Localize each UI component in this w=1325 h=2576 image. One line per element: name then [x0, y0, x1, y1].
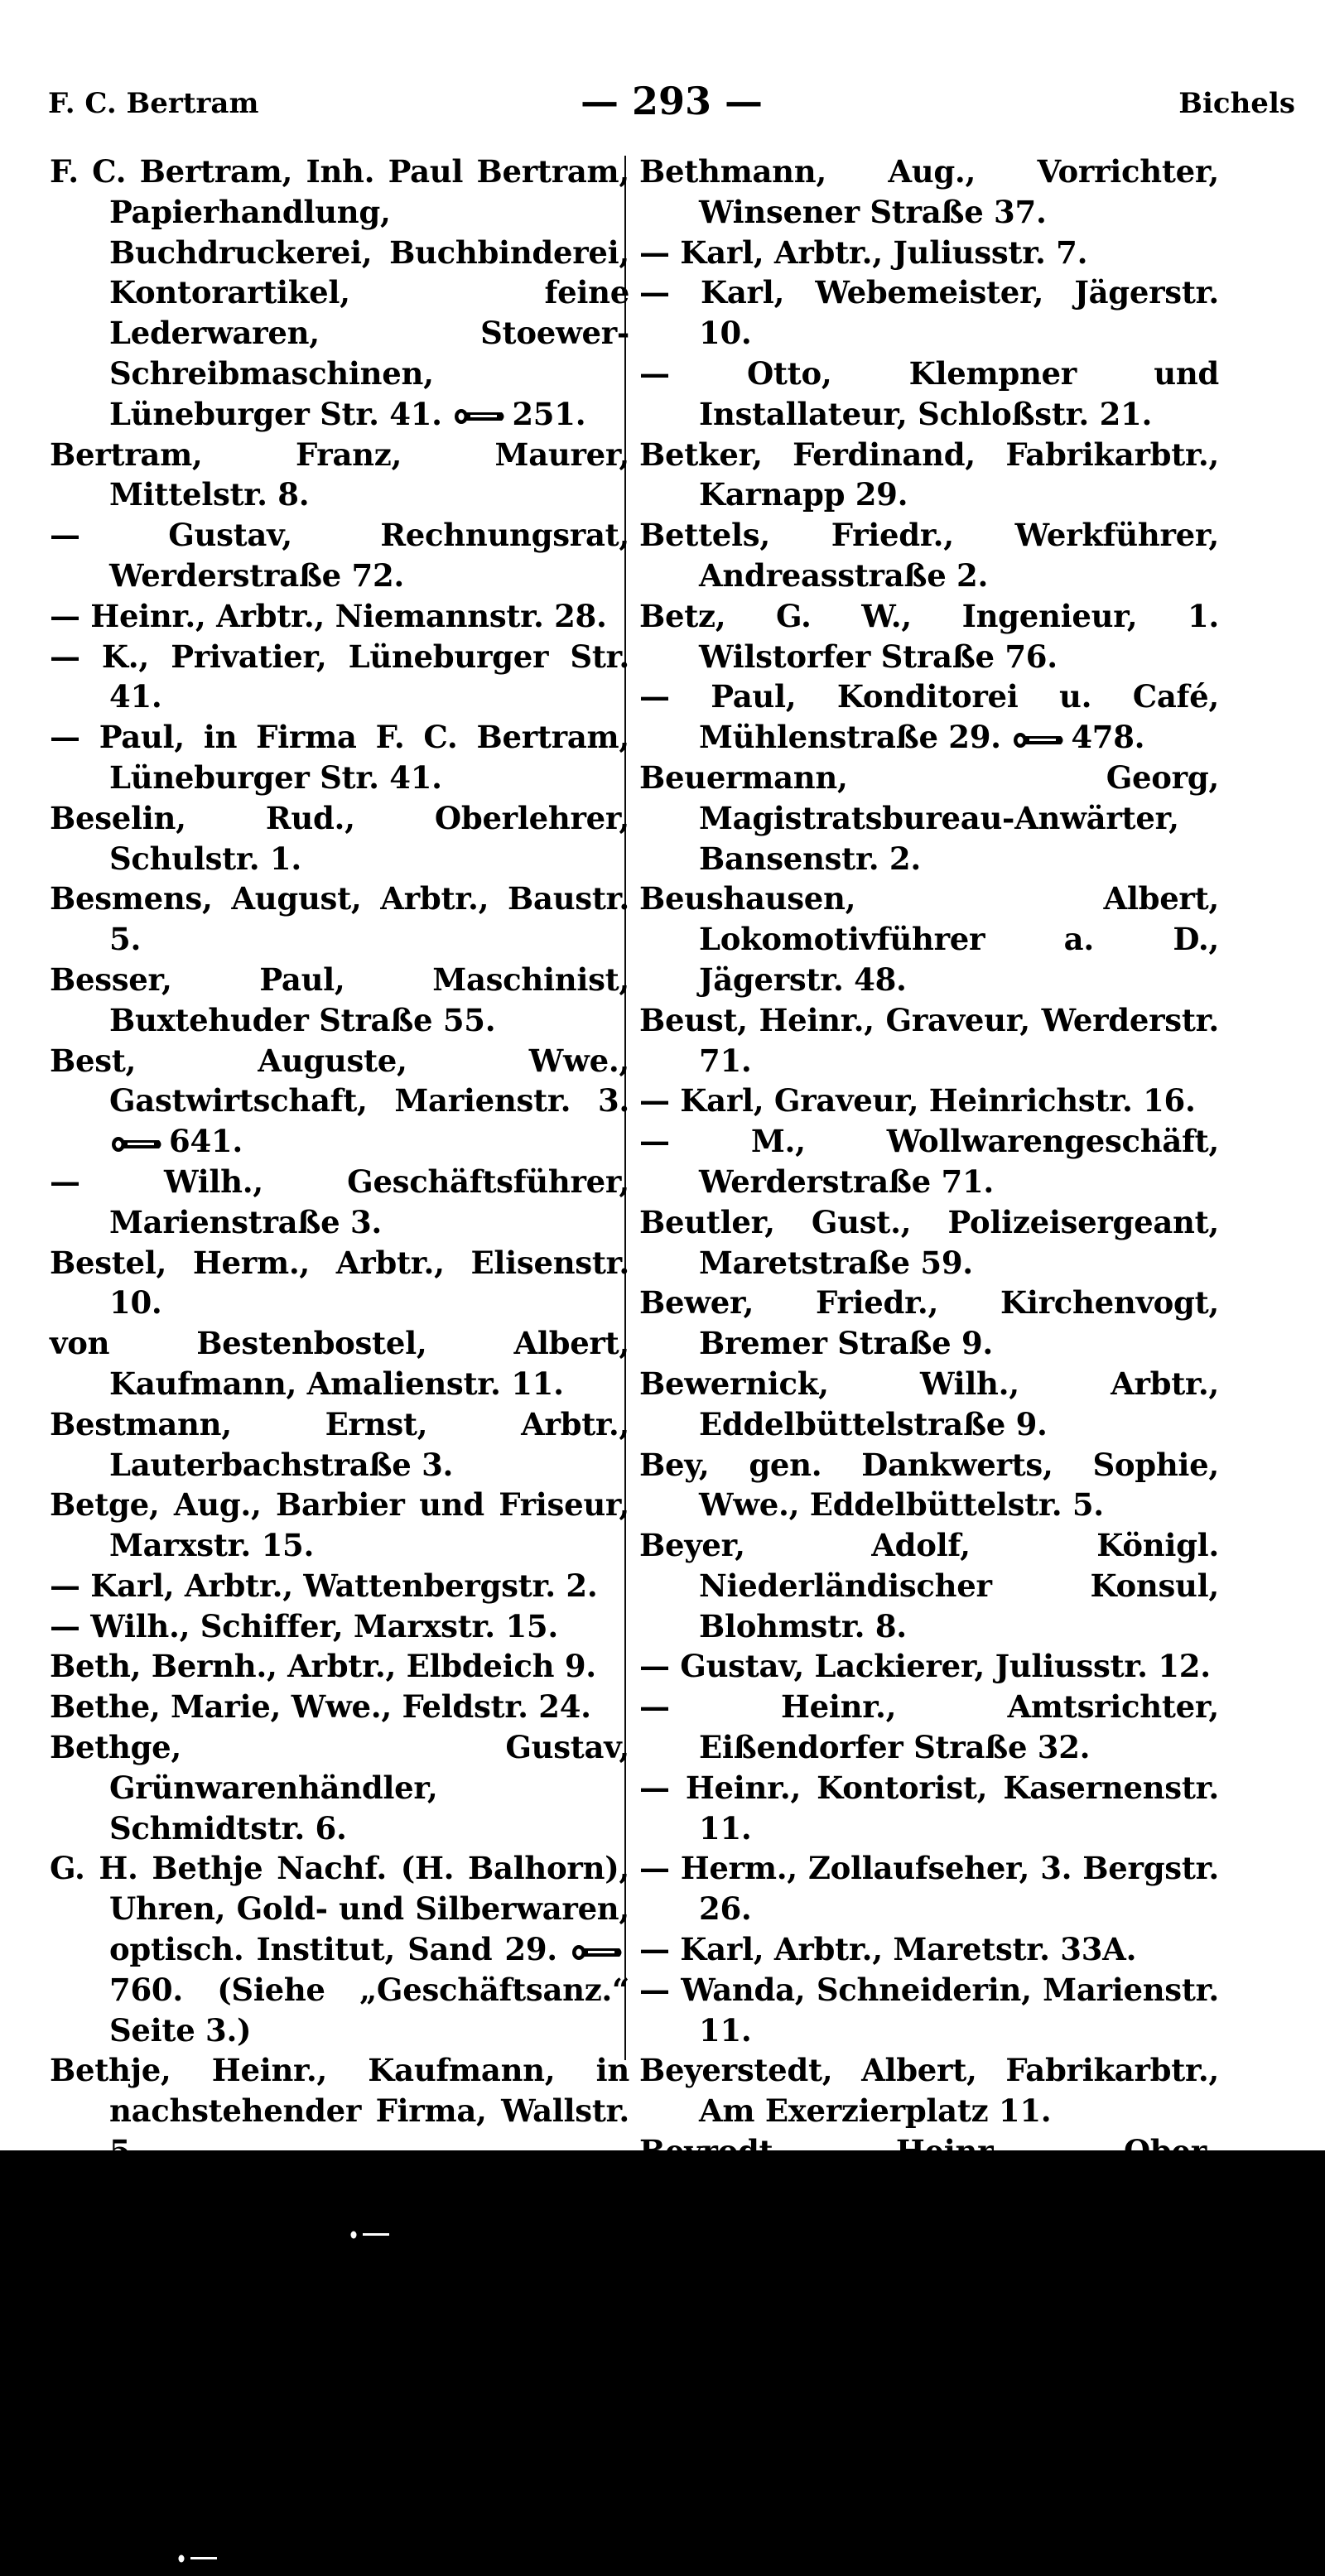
phone-number: 117. [403, 2213, 478, 2251]
directory-entry [50, 717, 629, 798]
directory-entry [639, 1929, 1219, 1970]
entry-text: — Wilh., Geschäftsführer, Marienstraße 3. [50, 1163, 629, 1240]
entry-text: — Paul, in Firma F. C. Bertram, Lüneburger Str. 41. [50, 719, 629, 796]
directory-entry [639, 2050, 1219, 2131]
entry-text: — Karl, Arbtr., Juliusstr. 7. [639, 234, 1088, 271]
phone-number: 478. [1071, 719, 1145, 756]
directory-entry [50, 637, 629, 718]
telephone-icon [111, 1135, 164, 1153]
entry-text: — Otto, Klempner und Installateur, Schloßstr. 21. [639, 354, 1219, 432]
directory-entry [639, 435, 1219, 516]
directory-entry [50, 435, 629, 516]
entry-text: — Wanda, Schneiderin, Marienstr. 11. [639, 1971, 1219, 2049]
entry-text: Beust, Heinr., Graveur, Werderstr. 71. [639, 1001, 1219, 1079]
directory-entry [639, 879, 1219, 999]
entry-text: Heinr. Bethje, Waren en gros, Wallstraße 5. [50, 2173, 629, 2251]
phone-number: 760. (Siehe „Geschäftsanz.“ Seite 3.) [109, 1971, 629, 2049]
entry-text: Beth, Bernh., Arbtr., Elbdeich 9. [50, 1648, 596, 1685]
entry-text: Beutler, Gust., Polizeisergeant, Maretstraße 59. [639, 1203, 1219, 1281]
entry-text: Bethge, Gustav, Grünwarenhändler, Schmidtstr. 6. [50, 1729, 629, 1847]
directory-entry [50, 152, 629, 435]
directory-entry [639, 1364, 1219, 1445]
entry-text: — Karl, Webemeister, Jägerstr. 10. [639, 274, 1219, 352]
entry-text: Beyrodt, Heinr., Ober-Bahnhofsvorsteher, Staatsbahnhof. [639, 2133, 1219, 2251]
page-header [48, 79, 1295, 128]
directory-entry [639, 152, 1219, 233]
entry-text: Bettels, Friedr., Werkführer, Andreasstraße 2. [639, 517, 1219, 594]
left-column [50, 152, 629, 2576]
entry-text: Betz, G. W., Ingenieur, 1. Wilstorfer Straße 76. [639, 597, 1219, 675]
entry-text: — Franz, Bäckerei, Heimfelder Str. 5. [50, 2335, 629, 2412]
directory-entry [50, 2333, 629, 2415]
entry-text: Bestel, Herm., Arbtr., Elisenstr. 10. [50, 1244, 629, 1322]
directory-entry [50, 1606, 629, 1647]
entry-text: Biber, Georg, Hilfsheizer, Bremer Straße 50. [639, 2335, 1219, 2412]
header-right-catchword: Bichels [1178, 87, 1295, 120]
directory-entry [639, 1687, 1219, 1768]
entry-text: Betge, Aug., Barbier und Friseur, Marxstr. 15. [50, 1486, 629, 1564]
directory-entry [50, 1485, 629, 1566]
directory-entry [50, 515, 629, 596]
directory-entry [50, 596, 629, 637]
directory-entry [50, 2172, 629, 2253]
directory-entry [639, 354, 1219, 435]
directory-entry [639, 1283, 1219, 1364]
directory-entry [50, 1646, 629, 1687]
entry-text: — Gustav, Lackierer, Juliusstr. 12. [639, 1648, 1211, 1685]
entry-text: Bewernick, Wilh., Arbtr., Eddelbüttelstraße 9. [639, 1365, 1219, 1442]
entry-text: — Karl, Arbtr., Maretstr. 33A. [639, 1931, 1137, 1968]
header-left-catchword: F. C. Bertram [48, 87, 259, 120]
entry-text: Besser, Paul, Maschinist, Buxtehuder Straße 55. [50, 961, 629, 1038]
entry-text: — Paul, Konditorei u. Café, Mühlenstraße 29. [639, 678, 1219, 756]
entry-text: — Karl, Graveur, Heinrichstr. 16. [639, 1082, 1196, 1119]
directory-entry [639, 2415, 1219, 2496]
phone-number: 599. [232, 2537, 306, 2574]
directory-entry [639, 1202, 1219, 1283]
entry-text: Besmens, August, Arbtr., Baustr. 5. [50, 880, 629, 958]
entry-text: Bethke, Anna, Wwe., Küchgarten 17. [50, 2254, 629, 2332]
entry-text: — Herm., Zollaufseher, 3. Bergstr. 26. [639, 1850, 1219, 1928]
entry-text: — Otto, Gärtner, Heimfelder Str. 39. [50, 2497, 629, 2574]
entry-text: — Heinr., Arbtr., Niemannstr. 28. [50, 597, 607, 634]
directory-entry [50, 2495, 629, 2576]
entry-text: F. C. Bertram, Inh. Paul Bertram, Papierhandlung, Buchdruckerei, Buchbinderei, Kontorartikel, feine Lederwaren, Stoewer-Schreibmaschinen, Lüneburger Str. 41. [50, 153, 629, 432]
directory-entry [639, 1646, 1219, 1687]
telephone-icon [1013, 731, 1066, 749]
telephone-icon [174, 2550, 227, 2568]
entry-text: Bichels, Karl, Arbtr., Haakestr. 90. [639, 2415, 1219, 2493]
entry-text: Best, Auguste, Wwe., Gastwirtschaft, Marienstr. 3. [50, 1042, 629, 1119]
entry-text: Beselin, Rud., Oberlehrer, Schulstr. 1. [50, 799, 629, 877]
directory-entry [50, 1243, 629, 1324]
entry-text: — Friedr., Mühlenarbeiter, Milchgrund 46. [50, 2415, 629, 2493]
entry-text: Beyer, Adolf, Königl. Niederländischer Konsul, Blohmstr. 8. [639, 1527, 1219, 1644]
directory-entry [639, 677, 1219, 758]
directory-entry [639, 1445, 1219, 1526]
entry-text: von Bestenbostel, Albert, Kaufmann, Amalienstr. 11. [50, 1325, 629, 1402]
entry-text: — Heinr., Kontorist, Kasernenstr. 11. [639, 1769, 1219, 1847]
directory-entry [50, 2252, 629, 2333]
directory-entry [639, 233, 1219, 273]
entry-text: Betker, Ferdinand, Fabrikarbtr., Karnapp 29. [639, 436, 1219, 513]
entry-text: G. H. Bethje Nachf. (H. Balhorn), Uhren, Gold- und Silberwaren, optisch. Institut, Sand 29. [50, 1850, 629, 1968]
directory-entry [639, 1970, 1219, 2051]
directory-entry [639, 1000, 1219, 1081]
directory-entry [50, 960, 629, 1041]
directory-entry [639, 2252, 1219, 2333]
directory-entry [50, 1727, 629, 1848]
directory-entry [639, 1081, 1219, 1121]
directory-entry [639, 1121, 1219, 1202]
directory-entry [50, 1687, 629, 1727]
right-column [639, 152, 1219, 2495]
entry-text: — Karl, Arbtr., Wattenbergstr. 2. [50, 1567, 598, 1604]
directory-entry [50, 1162, 629, 1243]
entry-text: Beushausen, Albert, Lokomotivführer a. D., Jägerstr. 48. [639, 880, 1219, 998]
entry-text: — K., Privatier, Lüneburger Str. 41. [50, 638, 629, 715]
directory-entry [50, 2415, 629, 2496]
entry-text: Bethe, Marie, Wwe., Feldstr. 24. [50, 1688, 591, 1726]
directory-entry [50, 2050, 629, 2171]
directory-entry [639, 596, 1219, 677]
phone-number: 251. [512, 395, 586, 432]
directory-entry [50, 798, 629, 879]
telephone-icon [571, 1943, 624, 1962]
entry-text: Beuermann, Georg, Magistratsbureau-Anwärter, Bansenstr. 2. [639, 758, 1219, 877]
entry-text: Beyerstedt, Albert, Fabrikarbtr., Am Exerzierplatz 11. [639, 2052, 1219, 2130]
directory-entry [639, 2131, 1219, 2252]
directory-entry [639, 272, 1219, 354]
directory-entry [639, 1848, 1219, 1929]
entry-text: — Wilh., Schiffer, Marxstr. 15. [50, 1607, 558, 1644]
entry-text: Bewer, Friedr., Kirchenvogt, Bremer Straße 9. [639, 1284, 1219, 1362]
entry-text: Bertram, Franz, Maurer, Mittelstr. 8. [50, 436, 629, 513]
entry-text: — M., Wollwarengeschäft, Werderstraße 71. [639, 1123, 1219, 1200]
entry-text: — Heinr., Amtsrichter, Eißendorfer Straße 32. [639, 1688, 1219, 1766]
directory-entry [50, 1848, 629, 2050]
directory-entry [50, 1323, 629, 1404]
entry-text: Beythin, Aug., Arbtr., Eißendorfer Straße 11. [639, 2254, 1219, 2332]
directory-entry [639, 758, 1219, 879]
directory-entry [639, 1525, 1219, 1646]
directory-entry [50, 879, 629, 960]
entry-text: Bethmann, Aug., Vorrichter, Winsener Straße 37. [639, 153, 1219, 230]
phone-number: 641. [169, 1123, 243, 1160]
entry-text: Bey, gen. Dankwerts, Sophie, Wwe., Eddelbüttelstr. 5. [639, 1446, 1219, 1524]
entry-text: Bestmann, Ernst, Arbtr., Lauterbachstraße 3. [50, 1405, 629, 1483]
telephone-icon [454, 407, 507, 426]
directory-entry [639, 515, 1219, 596]
entry-text: — Gustav, Rechnungsrat, Werderstraße 72. [50, 517, 629, 594]
directory-entry [639, 2333, 1219, 2415]
telephone-icon [346, 2226, 399, 2244]
page-number: — 293 — [580, 79, 764, 123]
entry-text: Bethje, Heinr., Kaufmann, in nachstehender Firma, Wallstr. 5. [50, 2052, 629, 2170]
directory-entry [50, 1566, 629, 1606]
directory-entry [50, 1404, 629, 1485]
directory-entry [50, 1041, 629, 1162]
directory-entry [639, 1768, 1219, 1849]
